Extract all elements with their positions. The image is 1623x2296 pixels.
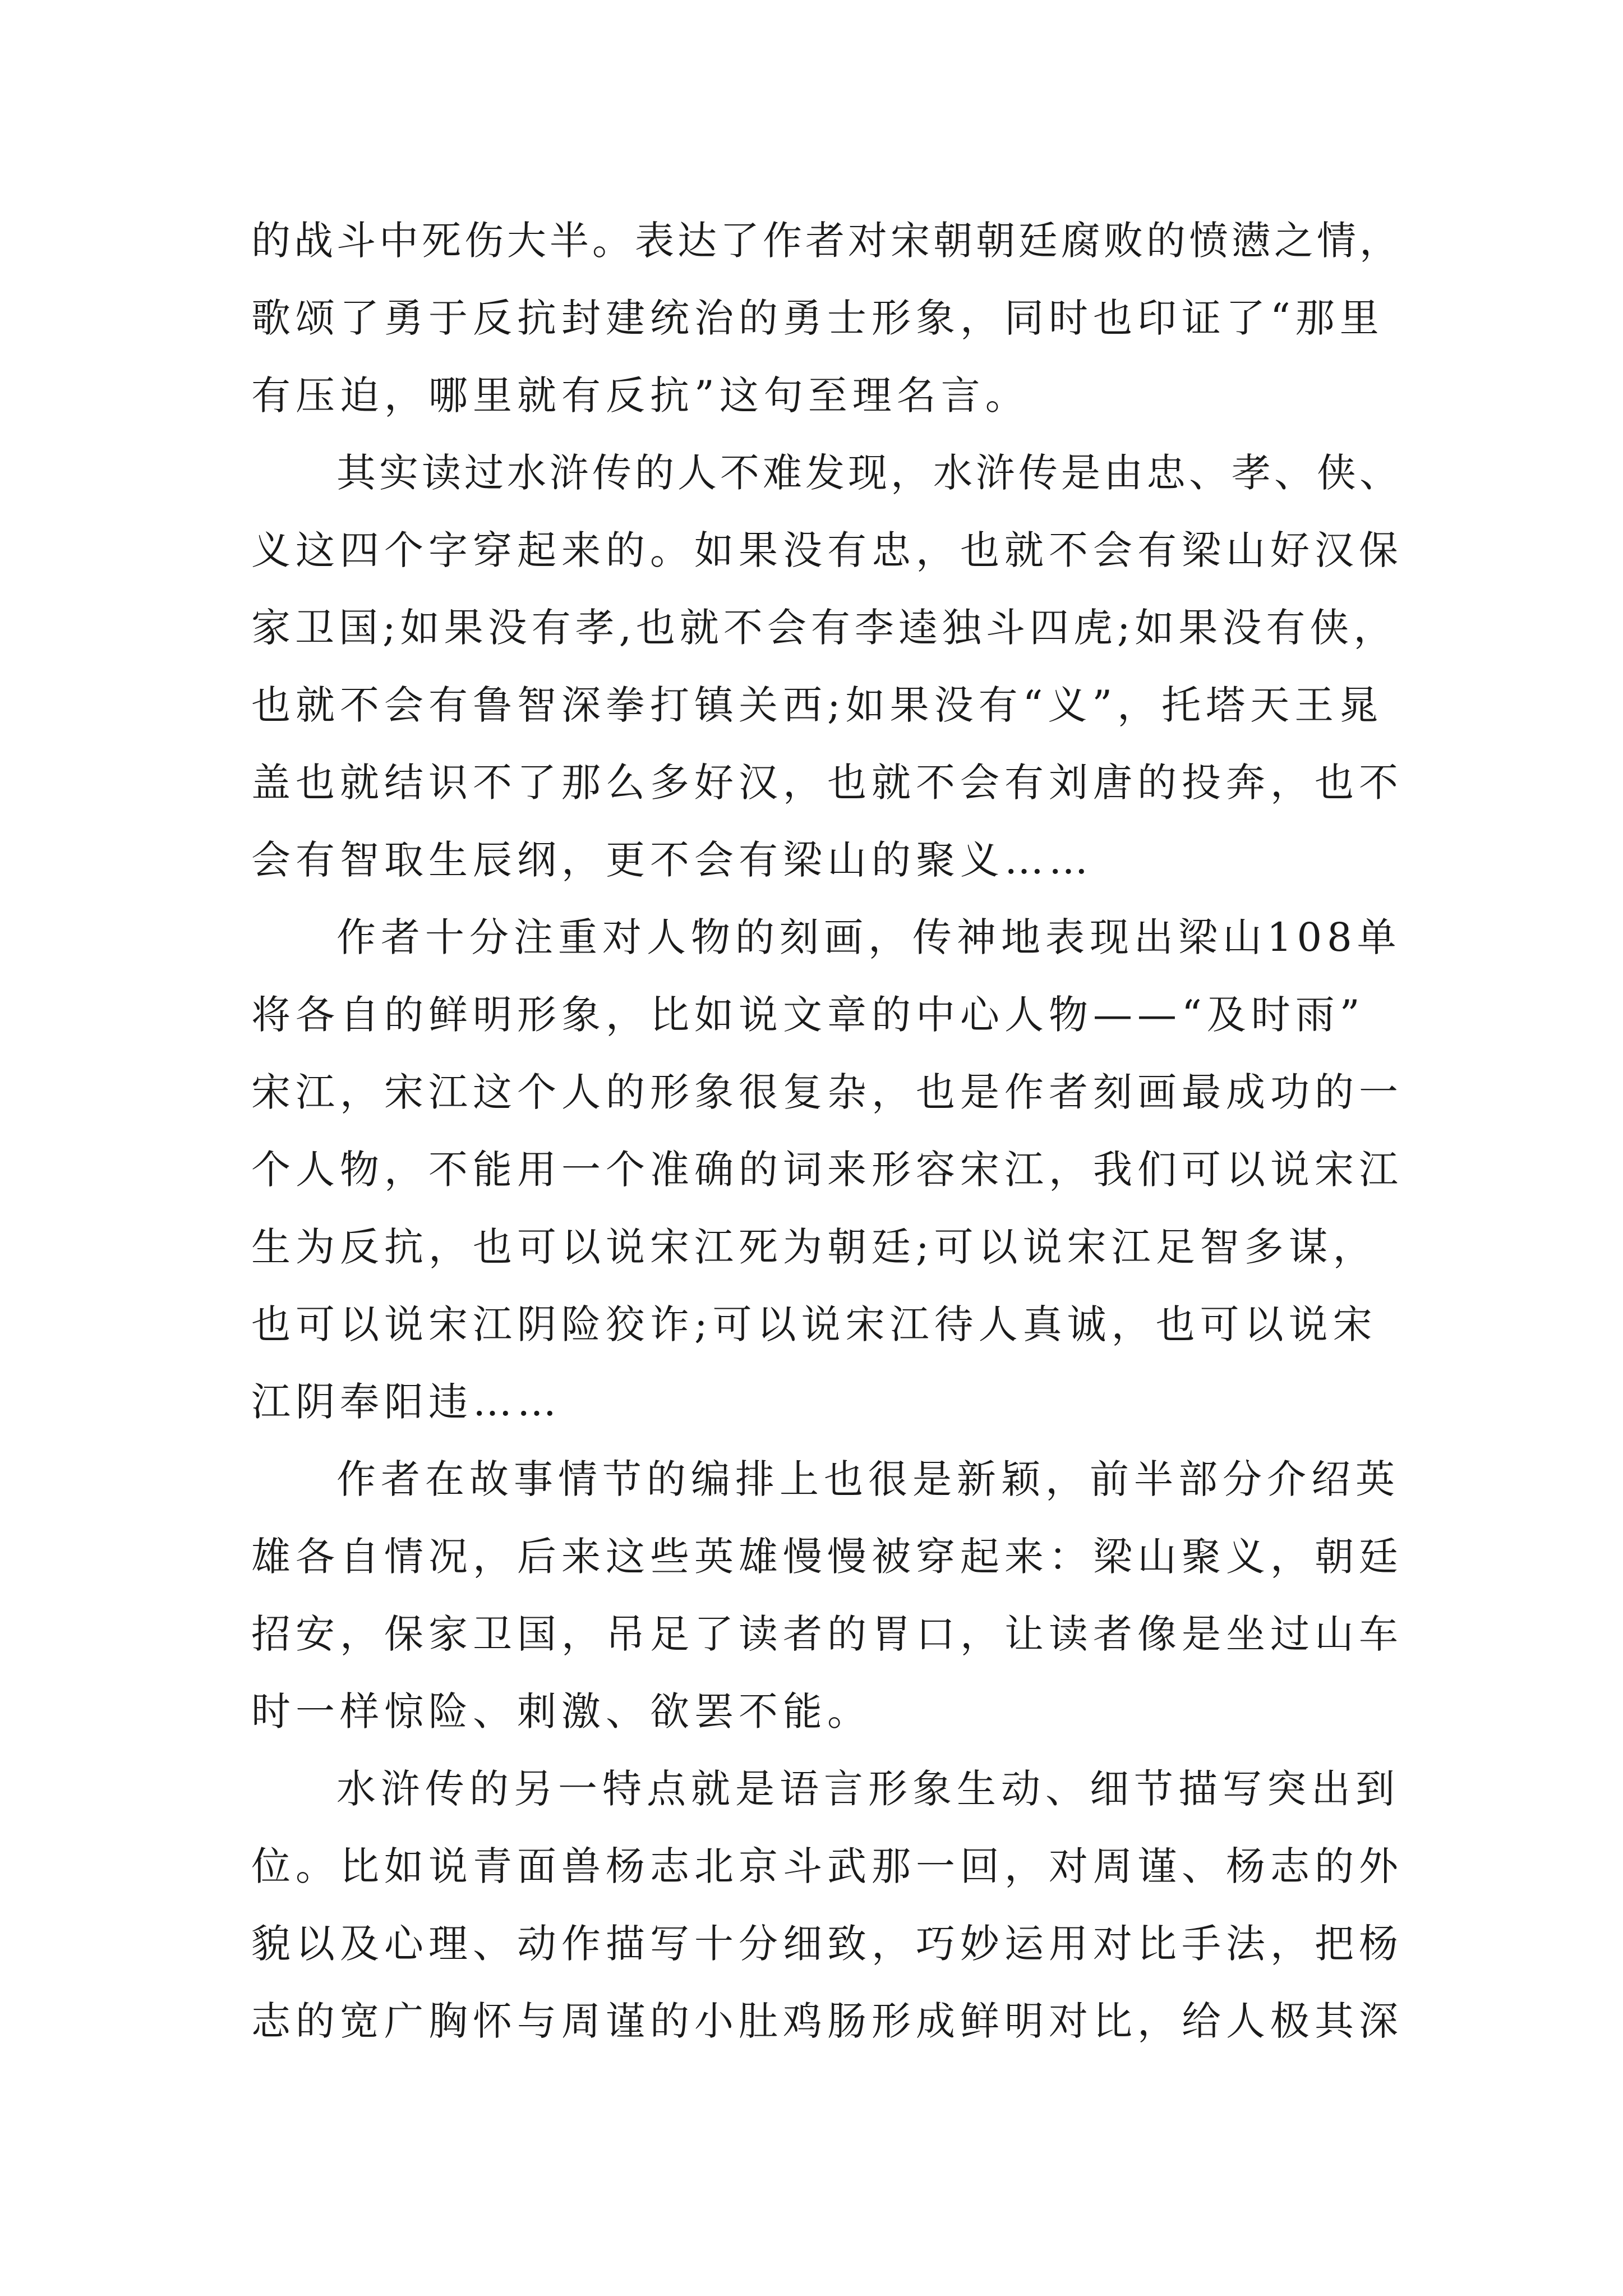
text-line: 家卫国;如果没有孝,也就不会有李逵独斗四虎;如果没有侠， [251, 605, 1398, 651]
text-line: 江阴奉阳违…… [251, 1379, 561, 1425]
text-line: 位。比如说青面兽杨志北京斗武那一回，对周谨、杨志的外 [251, 1843, 1403, 1889]
text-line: 宋江，宋江这个人的形象很复杂，也是作者刻画最成功的一 [251, 1069, 1403, 1115]
paragraph-start-line: 作者在故事情节的编排上也很是新颖，前半部分介绍英 [336, 1456, 1400, 1502]
text-line: 也可以说宋江阴险狡诈;可以说宋江待人真诚，也可以说宋 [251, 1301, 1377, 1347]
text-line: 时一样惊险、刺激、欲罢不能。 [251, 1688, 872, 1734]
text-line: 义这四个字穿起来的。如果没有忠，也就不会有梁山好汉保 [251, 527, 1403, 573]
text-line: 的战斗中死伤大半。表达了作者对宋朝朝廷腐败的愤懑之情， [251, 218, 1402, 264]
paragraph-start-line: 作者十分注重对人物的刻画，传神地表现出梁山108单 [336, 914, 1401, 960]
text-line: 也就不会有鲁智深拳打镇关西;如果没有“义”，托塔天王晁 [251, 682, 1384, 728]
paragraph-start-line: 其实读过水浒传的人不难发现，水浒传是由忠、孝、侠、 [336, 450, 1402, 496]
text-line: 雄各自情况，后来这些英雄慢慢被穿起来：梁山聚义，朝廷 [251, 1534, 1403, 1580]
text-line: 招安，保家卫国，吊足了读者的胃口，让读者像是坐过山车 [251, 1611, 1403, 1657]
text-line: 个人物，不能用一个准确的词来形容宋江，我们可以说宋江 [251, 1147, 1403, 1193]
text-line: 生为反抗，也可以说宋江死为朝廷;可以说宋江足智多谋， [251, 1224, 1377, 1270]
text-line: 貌以及心理、动作描写十分细致，巧妙运用对比手法，把杨 [251, 1921, 1403, 1967]
text-line: 会有智取生辰纲，更不会有梁山的聚义…… [251, 837, 1093, 883]
text-line: 盖也就结识不了那么多好汉，也就不会有刘唐的投奔，也不 [251, 760, 1403, 806]
text-line: 志的宽广胸怀与周谨的小肚鸡肠形成鲜明对比，给人极其深 [251, 1998, 1403, 2044]
text-line: 歌颂了勇于反抗封建统治的勇士形象，同时也印证了“那里 [251, 295, 1384, 341]
text-line: 有压迫，哪里就有反抗”这句至理名言。 [251, 372, 1030, 418]
text-line: 将各自的鲜明形象，比如说文章的中心人物——“及时雨” [251, 992, 1365, 1038]
paragraph-start-line: 水浒传的另一特点就是语言形象生动、细节描写突出到 [336, 1766, 1400, 1812]
